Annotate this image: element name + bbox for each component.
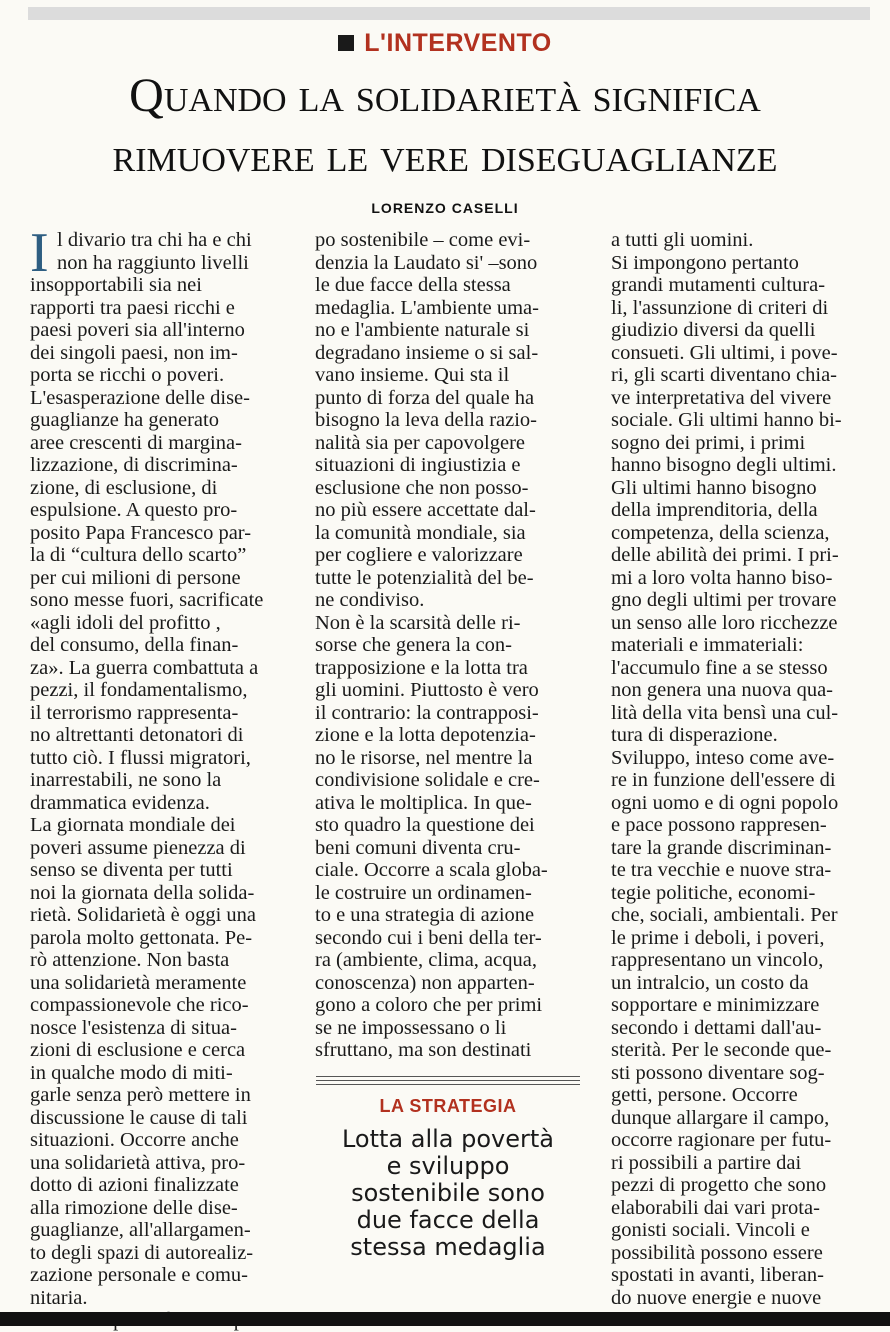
article-line: per cogliere e valorizzare [315,544,523,566]
article-line: tutto ciò. I flussi migratori, [30,746,251,769]
pull-quote-line: due facce della [356,1206,540,1234]
article-column-3 [611,229,886,1332]
article-line: za». La guerra combattuta a [30,656,259,679]
article-line: punto di forza del quale ha [315,386,535,409]
article-line: la comunità mondiale, sia [315,521,526,544]
sidebar-rule [316,1076,580,1077]
pull-quote-line: sostenibile sono [351,1179,545,1207]
article-line: Non è la scarsità delle ri- [315,611,521,634]
article-line: ve interpretativa del vivere [611,386,832,409]
square-bullet-icon [338,35,354,51]
section-kicker [0,28,890,58]
article-line: se ne impossessano o li [315,1016,507,1039]
sidebar-rule [316,1084,580,1085]
article-line: che, sociali, ambientali. Per [611,904,838,926]
byline: LORENZO CASELLI [371,200,519,216]
article-line: Gli ultimi hanno bisogno [611,476,817,499]
article-line: espulsione. A questo pro- [30,499,238,521]
headline-line: rimuovere le vere diseguaglianze [112,129,778,182]
article-line: sogno dei primi, i primi [611,431,806,454]
article-line: to e una strategia di azione [315,904,535,926]
article-line: beni comuni diventa cru- [315,836,521,859]
sidebar-rule [316,1080,580,1081]
article-line: le costruire un ordinamen- [315,881,532,904]
article-line: ri, gli scarti diventano chia- [611,364,837,386]
article-line: il terrorismo rappresenta- [30,701,239,724]
article-line: ativa le moltiplica. In que- [315,791,532,814]
article-line: rappresentano un vincolo, [611,949,824,971]
pull-quote-line: Lotta alla povertà [341,1125,555,1153]
article-line: consueti. Gli ultimi, i pove- [611,341,838,364]
top-bar [28,7,870,20]
article-line: ra (ambiente, clima, acqua, [315,949,537,971]
article-line: Sviluppo, inteso come ave- [611,746,835,769]
article-line: gli uomini. Piuttosto è vero [315,679,539,701]
article-line: non ha raggiunto livelli [57,251,249,274]
article-line: trapposizione e la lotta tra [315,656,528,679]
article-line: un intralcio, un costo da [611,971,809,994]
article-line: inarrestabili, ne sono la [30,769,222,791]
headline [20,66,870,186]
article-line: conoscenza) non apparten- [315,971,535,994]
article-line: dunque allargare il campo, [611,1106,830,1129]
article-line: del consumo, della finan- [30,634,239,656]
article-line: una solidarietà meramente [30,971,247,994]
article-line: pezzi di progetto che sono [611,1174,827,1196]
article-line: guaglianze ha generato [30,409,219,431]
article-line: hanno bisogno degli ultimi. [611,454,837,476]
article-line: degradano insieme o si sal- [315,341,539,364]
article-line: lizzazione, di discrimina- [30,454,238,476]
article-line: parola molto gettonata. Pe- [30,926,253,949]
pull-quote-line: stessa medaglia [350,1233,546,1261]
article-line: nalità sia per capovolgere [315,431,526,454]
article-line: posito Papa Francesco par- [30,521,252,544]
article-line: compassionevole che rico- [30,994,249,1016]
article-line: ciale. Occorre a scala globa- [315,859,548,881]
article-line: le prime i deboli, i poveri, [611,926,825,949]
article-line: una solidarietà attiva, pro- [30,1151,246,1174]
article-line: secondo i dettami dall'au- [611,1016,822,1039]
article-line: ri possibili a partire dai [611,1151,802,1174]
article-line: a tutti gli uomini. [611,229,754,251]
article-line: poveri assume pienezza di [30,836,246,859]
article-line: denzia la Laudato si' –sono [315,251,538,274]
kicker-label: L'INTERVENTO [364,28,552,57]
article-line: bisogno la leva della razio- [315,409,537,431]
article-line: La giornata mondiale dei [30,814,236,836]
article-line: le due facce della stessa [315,274,511,296]
article-line: sorse che genera la con- [315,634,512,656]
article-line: mi a loro volta hanno biso- [611,566,833,589]
article-line: guaglianze, all'allargamen- [30,1219,251,1241]
article-line: no le risorse, nel mentre la [315,746,533,769]
article-line: secondo cui i beni della ter- [315,926,542,949]
article-line: giudizio diversi da quelli [611,319,816,341]
article-line: gonisti sociali. Vincoli e [611,1219,810,1241]
article-line: insopportabili sia nei [30,274,202,296]
article-line: l'accumulo fine a se stesso [611,656,828,679]
article-line: rapporti tra paesi ricchi e [30,296,235,319]
article-line: medaglia. L'ambiente uma- [315,296,539,319]
article-line: no più essere accettate dal- [315,499,536,521]
article-line: delle abilità dei primi. I pri- [611,544,839,566]
article-line: lità della vita bensì una cul- [611,701,839,724]
article-line: nosce l'esistenza di situa- [30,1016,237,1039]
article-line: occorre ragionare per futu- [611,1129,832,1151]
article-line: l divario tra chi ha e chi [57,229,252,251]
article-line: la di “cultura dello scarto” [30,544,247,566]
article-line: competenza, della scienza, [611,521,830,544]
article-line: grandi mutamenti cultura- [611,274,826,296]
article-line: rò attenzione. Non basta [30,949,230,971]
article-line: sopportare e minimizzare [611,994,820,1016]
article-line: «agli idoli del profitto , [30,611,221,634]
article-line: paesi poveri sia all'interno [30,319,245,341]
sidebar-label: LA STRATEGIA [379,1096,517,1116]
article-line: sfruttano, ma son destinati [315,1039,532,1061]
pull-quote [316,1126,580,1261]
article-line: discussione le cause di tali [30,1106,248,1129]
article-line: gono a coloro che per primi [315,994,543,1016]
article-line: zione e la lotta depotenzia- [315,724,536,746]
article-line: vano insieme. Qui sta il [315,364,510,386]
article-line: rietà. Solidarietà è oggi una [30,904,256,926]
article-line: zazione personale e comu- [30,1264,248,1286]
article-line: e pace possono rappresen- [611,814,827,836]
pull-quote-line: e sviluppo [386,1152,510,1180]
article-line: dotto di azioni finalizzate [30,1174,239,1196]
drop-cap: I [30,222,49,284]
article-line: materiali e immateriali: [611,634,804,656]
article-line: in qualche modo di miti- [30,1061,233,1084]
article-line: zione, di esclusione, di [30,476,218,499]
article-line: un senso alle loro ricchezze [611,611,838,634]
article-line: pezzi, il fondamentalismo, [30,679,248,701]
article-line: dei singoli paesi, non im- [30,341,238,364]
article-line: L'esasperazione delle dise- [30,386,250,409]
article-line: ne condiviso. [315,589,425,611]
article-line: possibilità possono essere [611,1241,823,1264]
article-line: elaborabili dai vari prota- [611,1196,820,1219]
article-line: porta se ricchi o poveri. [30,364,225,386]
article-line: garle senza però mettere in [30,1084,251,1106]
article-line: alla rimozione delle dise- [30,1196,238,1219]
article-line: sociale. Gli ultimi hanno bi- [611,409,842,431]
article-line: della imprenditoria, della [611,499,818,521]
article-line: Si impongono pertanto [611,251,799,274]
article-line: do nuove energie e nuove [611,1286,822,1309]
article-line: zioni di esclusione e cerca [30,1039,246,1061]
article-line: situazioni di ingiustizia e [315,454,521,476]
article-line: drammatica evidenza. [30,791,210,814]
article-line: tutte le potenzialità del be- [315,566,534,589]
article-line: senso se diventa per tutti [30,859,233,881]
article-line: situazioni. Occorre anche [30,1129,239,1151]
article-line: tare la grande discriminan- [611,836,832,859]
headline-line: Quando la solidarietà significa [129,69,761,122]
article-line: re in funzione dell'essere di [611,769,836,791]
article-column-2 [315,229,580,1062]
article-line: sto quadro la questione dei [315,814,535,836]
article-line: te tra vecchie e nuove stra- [611,859,832,881]
article-line: noi la giornata della solida- [30,881,255,904]
article-line: no e l'ambiente naturale si [315,319,530,341]
article-line: esclusione che non posso- [315,476,529,499]
article-line: condivisione solidale e cre- [315,769,540,791]
article-line: getti, persone. Occorre [611,1084,798,1106]
article-line: sono messe fuori, sacrificate [30,589,264,611]
article-line: spostati in avanti, liberan- [611,1264,824,1286]
article-column-1 [30,222,300,1332]
article-line: tegie politiche, economi- [611,881,816,904]
article-line: sterità. Per le seconde que- [611,1039,832,1061]
article-line: sti possono diventare sog- [611,1061,825,1084]
article-line: to degli spazi di autorealiz- [30,1241,254,1264]
article-line: po sostenibile – come evi- [315,229,531,251]
article-line: tura di disperazione. [611,724,778,746]
article-line: per cui milioni di persone [30,566,241,589]
article-line: gno degli ultimi per trovare [611,589,837,611]
article-line: nitaria. [30,1286,88,1309]
article-line: il contrario: la contrapposi- [315,701,539,724]
article-line: aree crescenti di margina- [30,431,242,454]
article-line: li, l'assunzione di criteri di [611,296,829,319]
article-line: non genera una nuova qua- [611,679,833,701]
article-line: no altrettanti detonatori di [30,724,244,746]
bottom-bar [0,1312,890,1326]
article-line: ogni uomo e di ogni popolo [611,791,839,814]
